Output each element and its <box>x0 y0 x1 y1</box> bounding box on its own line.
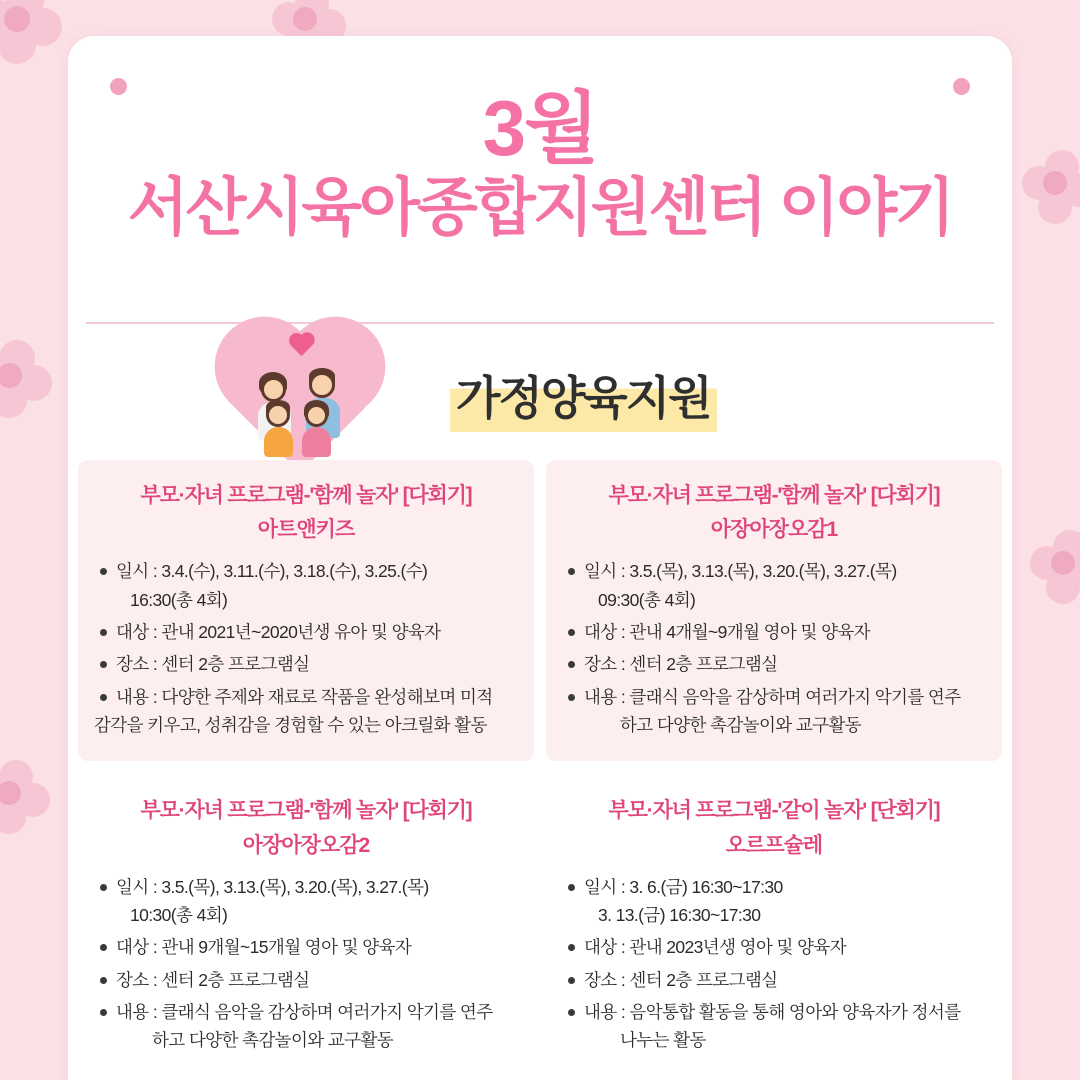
list-item <box>562 998 986 1055</box>
program-detail-list <box>94 873 518 1055</box>
detail-text: 대상 : 관내 9개월~15개월 영아 및 양육자 <box>116 937 412 958</box>
program-card-subtitle: 오르프슐레 <box>725 833 823 857</box>
list-item <box>94 998 518 1055</box>
detail-continuation: 10:30(총 4회) <box>130 905 228 926</box>
program-card-subtitle: 아트앤키즈 <box>257 518 355 542</box>
detail-text: 장소 : 센터 2층 프로그램실 <box>116 654 310 675</box>
program-card-subtitle: 아장아장오감1 <box>710 518 838 542</box>
list-item <box>562 966 986 994</box>
detail-continuation: 하고 다양한 촉감놀이와 교구활동 <box>620 715 862 736</box>
list-item <box>94 683 518 740</box>
blossom-icon-left-middle <box>0 340 60 426</box>
poster-card <box>68 36 1012 1080</box>
program-card <box>78 460 534 761</box>
list-item <box>562 873 986 930</box>
family-heart-icon <box>236 338 364 458</box>
list-item <box>562 650 986 678</box>
detail-text: 장소 : 센터 2층 프로그램실 <box>584 654 778 675</box>
list-item <box>94 618 518 646</box>
detail-text: 내용 : 클래식 음악을 감상하며 여러가지 악기를 연주 <box>584 686 961 707</box>
blossom-icon-right-upper <box>1022 150 1080 230</box>
title-divider <box>86 322 994 324</box>
poster-title <box>68 84 1012 244</box>
list-item <box>562 683 986 740</box>
title-month: 3월 <box>482 84 598 172</box>
program-card <box>78 775 534 1076</box>
list-item <box>94 873 518 930</box>
detail-text: 일시 : 3.5.(목), 3.13.(목), 3.20.(목), 3.27.(목) <box>584 561 897 582</box>
blossom-icon-right-middle <box>1030 530 1080 610</box>
detail-text: 장소 : 센터 2층 프로그램실 <box>584 969 778 990</box>
detail-text: 내용 : 음악통합 활동을 통해 영아와 양육자가 정서를 <box>584 1002 961 1023</box>
program-card-title: 부모·자녀 프로그램-'함께 놀자' [다회기] <box>608 484 940 507</box>
detail-continuation: 감각을 키우고, 성취감을 경험할 수 있는 아크릴화 활동 <box>94 715 487 736</box>
list-item <box>94 933 518 961</box>
list-item <box>562 933 986 961</box>
detail-text: 일시 : 3.5.(목), 3.13.(목), 3.20.(목), 3.27.(목) <box>116 876 429 897</box>
detail-continuation: 16:30(총 4회) <box>130 589 228 610</box>
program-card-title: 부모·자녀 프로그램-'같이 놀자' [단회기] <box>608 799 940 823</box>
detail-text: 일시 : 3. 6.(금) 16:30~17:30 <box>584 876 783 897</box>
section-title: 가정양육지원 <box>450 362 717 432</box>
detail-text: 대상 : 관내 2023년생 영아 및 양육자 <box>584 937 847 958</box>
detail-text: 일시 : 3.4.(수), 3.11.(수), 3.18.(수), 3.25.(수) <box>116 561 428 582</box>
blossom-icon-top-left <box>0 0 70 72</box>
title-main: 서산시육아종합지원센터 이야기 <box>127 172 953 243</box>
detail-text: 대상 : 관내 4개월~9개월 영아 및 양육자 <box>584 622 870 643</box>
program-card-title: 부모·자녀 프로그램-'함께 놀자' [다회기] <box>140 799 472 823</box>
program-card-grid <box>78 460 1002 1077</box>
detail-continuation: 나누는 활동 <box>620 1030 706 1051</box>
detail-text: 내용 : 클래식 음악을 감상하며 여러가지 악기를 연주 <box>116 1002 493 1023</box>
section-header <box>68 336 1012 448</box>
program-card-subtitle: 아장아장오감2 <box>242 833 370 857</box>
detail-continuation: 하고 다양한 촉감놀이와 교구활동 <box>152 1030 394 1051</box>
list-item <box>94 650 518 678</box>
figure-child-girl <box>302 400 338 452</box>
detail-text: 내용 : 다양한 주제와 재료로 작품을 완성해보며 미적 <box>116 686 493 707</box>
program-card <box>546 775 1002 1076</box>
program-detail-list <box>94 557 518 739</box>
program-card-title: 부모·자녀 프로그램-'함께 놀자' [다회기] <box>140 484 472 507</box>
list-item <box>94 557 518 614</box>
list-item <box>94 966 518 994</box>
program-detail-list <box>562 873 986 1055</box>
detail-text: 대상 : 관내 2021년~2020년생 유아 및 양육자 <box>116 622 441 643</box>
list-item <box>562 557 986 614</box>
program-card <box>546 460 1002 761</box>
detail-continuation: 3. 13.(금) 16:30~17:30 <box>598 905 761 926</box>
figure-child-boy <box>264 400 300 452</box>
detail-continuation: 09:30(총 4회) <box>598 589 696 610</box>
list-item <box>562 618 986 646</box>
program-detail-list <box>562 557 986 739</box>
detail-text: 장소 : 센터 2층 프로그램실 <box>116 969 310 990</box>
blossom-icon-left-lower <box>0 760 56 840</box>
